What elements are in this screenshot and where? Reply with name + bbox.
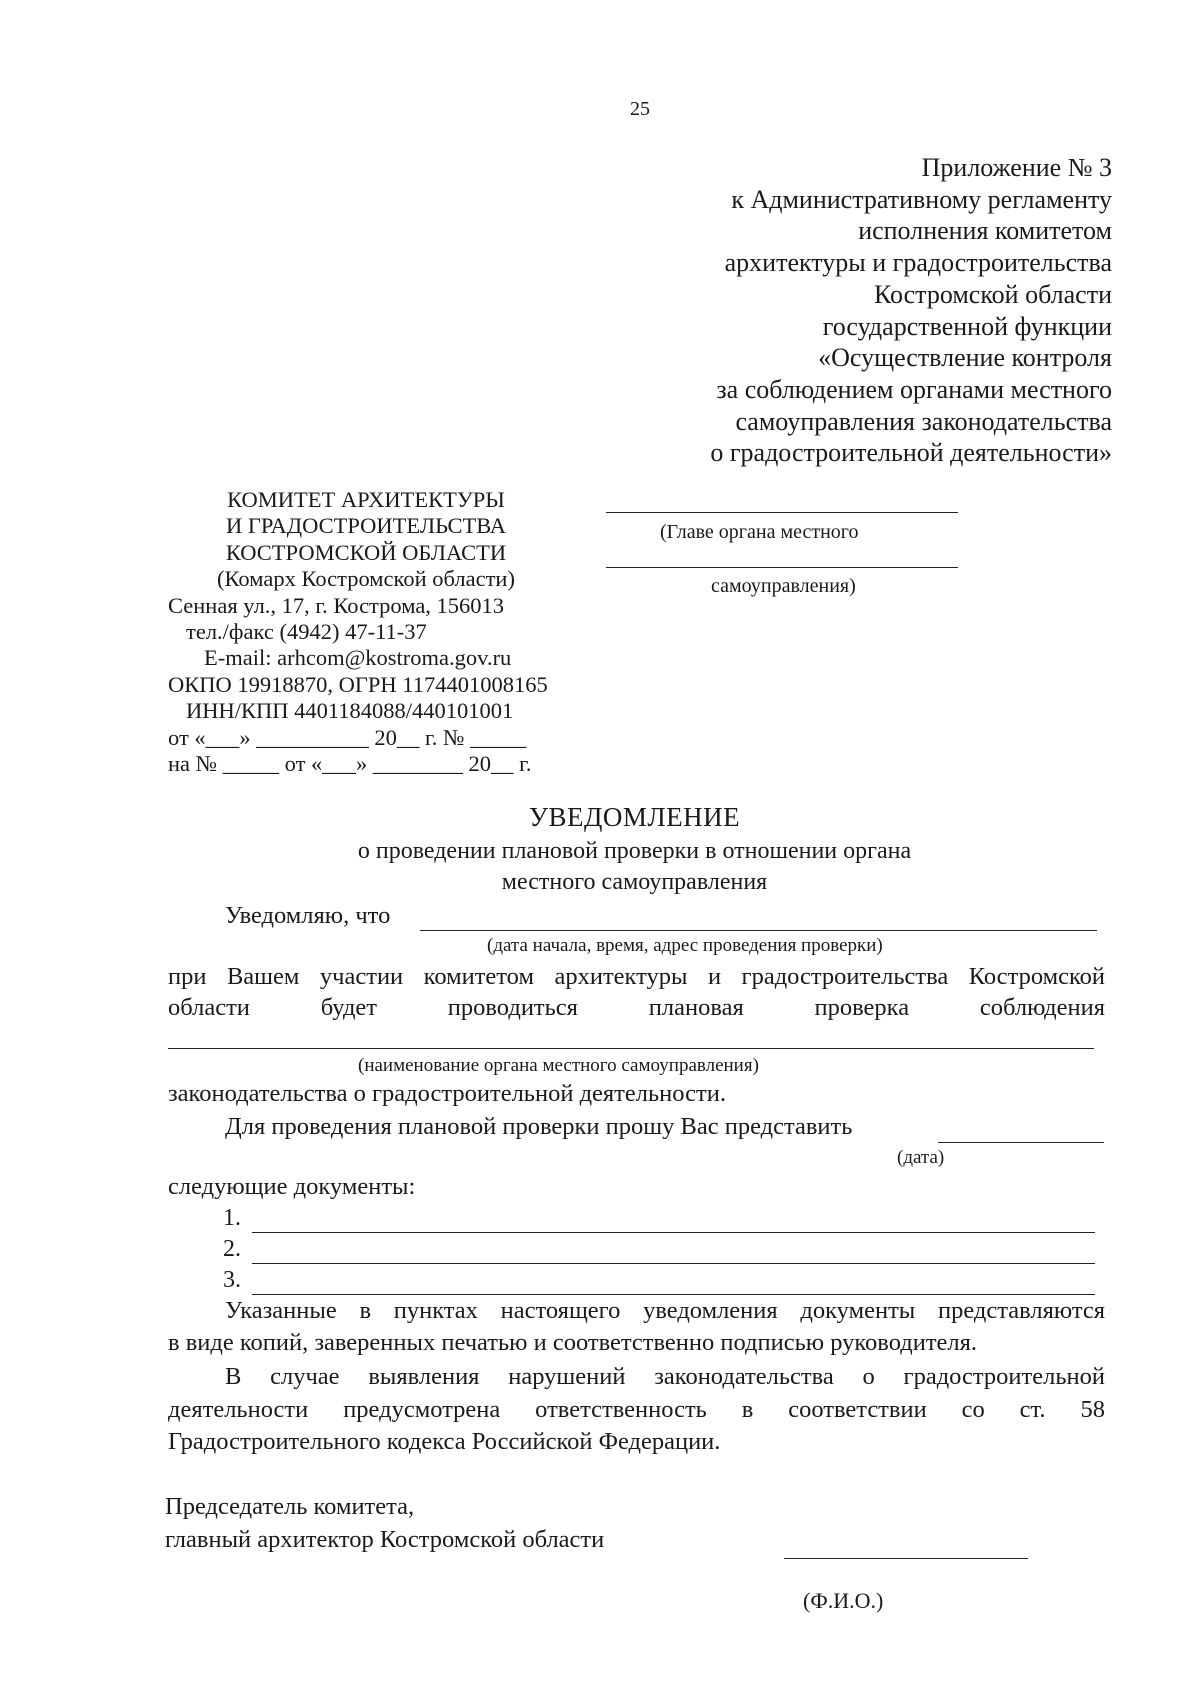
signatory-title: главный архитектор Костромской области [165,1526,605,1553]
appendix-block [710,152,1112,469]
org-name-rule [168,1048,1094,1049]
outgoing-date-line: от «___» __________ 20__ г. № _____ [168,724,527,750]
appendix-line: Костромской области [873,279,1112,309]
page-number: 25 [630,98,650,120]
violation-line-3: Градостроительного кодекса Российской Федерации. [168,1428,721,1455]
signature-rule [784,1558,1028,1559]
word: области [168,994,250,1021]
recipient-rule-2 [606,567,958,568]
copies-line-1: Указанные в пунктах настоящего уведомления документы представляются [225,1297,1105,1324]
word: ст. [1019,1396,1046,1423]
doc-item-rule [252,1263,1095,1264]
doc-item-rule [252,1294,1095,1295]
word: соответствии [788,1396,927,1423]
doc-item-number: 3. [223,1267,241,1293]
notify-prefix: Уведомляю, что [225,902,391,929]
notify-date-hint: (дата начала, время, адрес проведения проверки) [487,935,883,956]
recipient-rule-1 [606,512,958,513]
request-line: Для проведения плановой проверки прошу Вас представить [225,1113,853,1140]
sender-org-line: И ГРАДОСТРОИТЕЛЬСТВА [225,513,507,539]
sender-org-line: КОМИТЕТ АРХИТЕКТУРЫ [227,487,505,512]
appendix-line: Приложение № 3 [921,153,1112,182]
check-justified-line [168,994,1105,1022]
notify-date-rule [420,930,1097,931]
sender-org-line: КОСТРОМСКОЙ ОБЛАСТИ [225,539,507,565]
sender-block [168,487,568,777]
doc-item-number: 2. [223,1236,241,1262]
word: плановая [648,994,744,1021]
copies-line-2: в виде копий, заверенных печатью и соответственно подписью руководителя. [168,1329,978,1356]
notice-subtitle: о проведении плановой проверки в отношении органа [357,838,912,864]
signature-name-hint: (Ф.И.О.) [803,1588,884,1613]
recipient-line-2: самоуправления) [711,575,856,597]
sender-address: Сенная ул., 17, г. Кострома, 156013 [168,592,505,618]
notice-subtitle: местного самоуправления [501,869,768,895]
word: будет [320,994,377,1021]
reference-line: на № _____ от «___» ________ 20__ г. [168,751,532,777]
docs-label: следующие документы: [168,1173,416,1200]
request-date-hint: (дата) [897,1147,945,1168]
word: ответственность [535,1396,707,1423]
word: со [961,1396,985,1423]
sender-short-name: (Комарх Костромской области) [217,566,515,592]
appendix-line: исполнения комитетом [858,216,1112,246]
violation-justified-line [168,1396,1105,1424]
participation-line: при Вашем участии комитетом архитектуры и градостроительства Костромской [168,963,1105,990]
word: в [741,1396,754,1423]
sender-inn: ИНН/КПП 4401184088/440101001 [186,698,514,724]
appendix-line: самоуправления законодательства [735,406,1112,436]
violation-line-1: В случае выявления нарушений законодательства о градостроительной [225,1363,1105,1390]
notice-title: УВЕДОМЛЕНИЕ [528,802,741,832]
request-date-rule [938,1142,1104,1143]
appendix-line: архитектуры и градостроительства [724,248,1112,278]
sender-okpo: ОКПО 19918870, ОГРН 1174401008165 [168,671,548,697]
recipient-line-1: (Главе органа местного [660,521,859,543]
appendix-line: к Административному регламенту [731,184,1112,214]
word: соблюдения [979,994,1105,1021]
sender-phone: тел./факс (4942) 47-11-37 [186,619,427,645]
doc-item-rule [252,1232,1095,1233]
signatory-title: Председатель комитета, [165,1493,415,1520]
sender-email: E-mail: arhcom@kostroma.gov.ru [204,645,512,671]
appendix-line: за соблюдением органами местного [716,374,1112,404]
appendix-line: о градостроительной деятельности» [710,438,1112,468]
appendix-line: «Осуществление контроля [818,343,1112,373]
appendix-line: государственной функции [822,311,1112,341]
doc-item-number: 1. [223,1205,241,1231]
word: проводиться [447,994,578,1021]
word: 58 [1080,1396,1105,1423]
word: проверка [814,994,910,1021]
org-name-hint: (наименование органа местного самоуправления) [358,1055,759,1076]
word: деятельности [168,1396,309,1423]
law-line: законодательства о градостроительной деятельности. [168,1080,726,1107]
word: предусмотрена [343,1396,501,1423]
